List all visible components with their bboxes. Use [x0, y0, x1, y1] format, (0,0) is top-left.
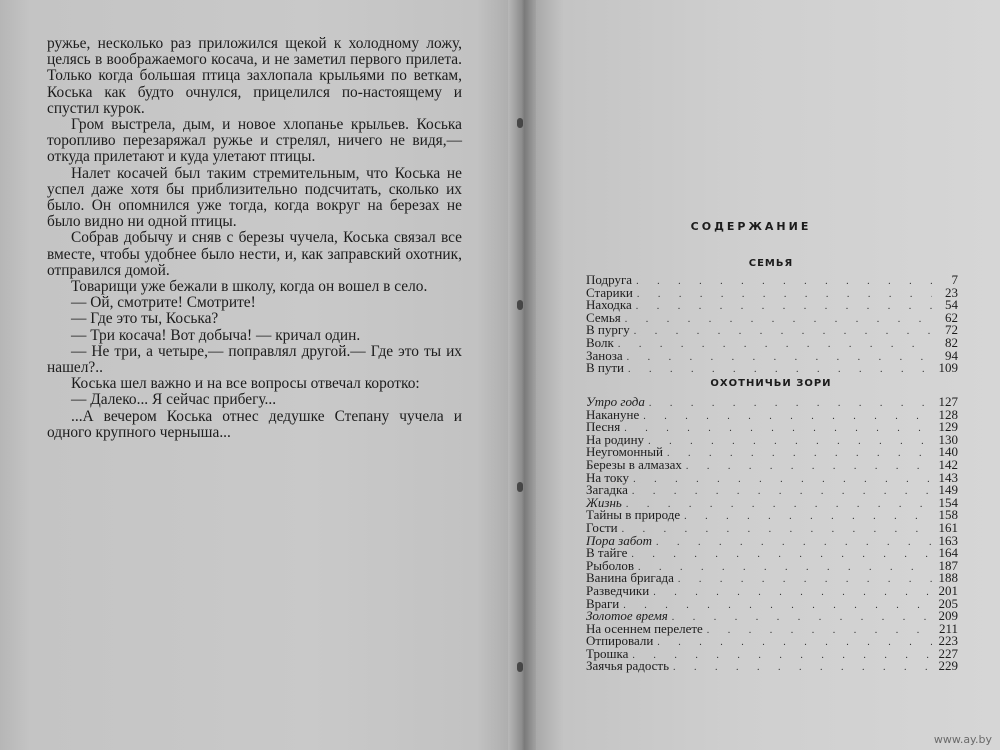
toc-entry-title: В тайге	[586, 545, 628, 561]
dot-leader	[686, 461, 932, 474]
toc-entry-page: 109	[938, 360, 958, 376]
toc-entry-page: 72	[945, 322, 958, 338]
toc-entry-page: 229	[938, 658, 958, 674]
dot-leader	[657, 637, 932, 650]
dot-leader	[707, 625, 932, 638]
dot-leader	[649, 398, 932, 411]
dot-leader	[624, 423, 932, 436]
toc-entry-title: На току	[586, 469, 630, 485]
toc-entry-page: 163	[938, 532, 958, 548]
dot-leader	[632, 486, 932, 499]
binding-stitch	[517, 662, 523, 672]
toc-entry-title: Березы в алмазах	[586, 456, 682, 472]
toc-entry-title: Заячья радость	[586, 658, 670, 674]
dot-leader	[667, 448, 932, 461]
dot-leader	[653, 587, 932, 600]
toc-section-hunting	[586, 396, 958, 673]
toc-entry-page: 188	[938, 570, 958, 586]
watermark: www.ay.by	[933, 733, 992, 746]
toc-entry-page: 7	[951, 272, 958, 287]
toc-entry-title: Ванина бригада	[586, 570, 674, 586]
toc-entry-page: 54	[945, 297, 958, 313]
binding-stitch	[517, 300, 523, 310]
toc-entry-page: 164	[938, 545, 958, 561]
toc-entry-title: Утро года	[586, 394, 645, 409]
toc-entry-title: Трошка	[586, 645, 629, 661]
dot-leader	[673, 662, 932, 675]
dot-leader	[633, 474, 932, 487]
toc-entry	[586, 334, 958, 350]
dot-leader	[638, 562, 932, 575]
toc-entry-page: 130	[938, 431, 958, 447]
dot-leader	[648, 436, 932, 449]
toc-entry-title: В пути	[586, 360, 625, 376]
toc-entry	[586, 660, 958, 673]
toc-entry	[586, 547, 958, 560]
paragraph: ...А вечером Коська отнес дедушке Степану чучела и одного крупного черныша...	[47, 407, 462, 441]
toc-entry-page: 201	[938, 582, 958, 598]
dot-leader	[618, 339, 932, 352]
toc-entry	[586, 274, 958, 287]
toc-entry-page: 223	[938, 633, 958, 649]
toc-section-title: СЕМЬЯ	[748, 258, 794, 269]
toc-entry-title: На осеннем перелете	[586, 620, 703, 636]
story-text	[47, 36, 462, 441]
toc-entry-page: 62	[945, 309, 958, 325]
toc-entry	[586, 309, 958, 325]
toc-entry-page: 187	[938, 557, 958, 573]
toc-entry-title: Разведчики	[586, 582, 650, 598]
toc-section-family	[586, 274, 958, 375]
paragraph: ружье, несколько раз приложился щекой к холодному ложу, целясь в воображаемого косача, и не заметил первого прилета. Только когда большая птица захлопала крыльями по веткам, Коська как будто очнулся, прицелился по-настоящему и спустил курок.	[47, 35, 462, 117]
toc-entry-title: Жизнь	[586, 494, 622, 510]
dot-leader	[625, 314, 932, 327]
toc-entry	[586, 635, 958, 648]
toc-entry	[586, 324, 958, 337]
toc-entry	[586, 469, 958, 485]
dot-leader	[622, 524, 932, 537]
toc-entry-page: 140	[938, 444, 958, 460]
toc-entry	[586, 406, 958, 422]
dot-leader	[628, 364, 932, 377]
toc-entry-page: 142	[938, 456, 958, 472]
paragraph: Налет косачей был таким стремительным, что Коська не успел даже хотя бы приблизительно подсчитать, сколько их было. Он опомнился уже тогда, когда вокруг на березах не было видно ни одной птицы.	[47, 164, 462, 231]
toc-entry-title: Подруга	[586, 272, 633, 287]
toc-entry-title: Гости	[586, 519, 618, 535]
toc-entry-title: Тайны в природе	[586, 507, 681, 523]
toc-entry-page: 129	[938, 419, 958, 435]
toc-entry	[586, 509, 958, 522]
toc-entry-title: Отпировали	[586, 633, 654, 649]
toc-entry-title: Песня	[586, 419, 621, 435]
toc-entry-page: 82	[945, 334, 958, 350]
paragraph: Коська шел важно и на все вопросы отвечал коротко:	[71, 375, 420, 393]
toc-entry-title: Волк	[586, 334, 614, 350]
toc-entry-page: 94	[945, 347, 958, 363]
dot-leader	[636, 301, 932, 314]
dot-leader	[636, 276, 932, 289]
toc-entry-title: Заноза	[586, 347, 623, 363]
toc-entry-page: 161	[938, 519, 958, 535]
dot-leader	[634, 326, 932, 339]
toc-entry-page: 23	[945, 284, 958, 300]
dot-leader	[684, 511, 932, 524]
toc-entry	[586, 582, 958, 598]
dot-leader	[678, 574, 932, 587]
paragraph: Собрав добычу и сняв с березы чучела, Коська связал все вместе, чтобы удобнее было нести, и, как заправский охотник, отправился домой.	[47, 229, 462, 279]
toc-entry	[586, 396, 958, 409]
dot-leader	[627, 352, 932, 365]
toc-entry-title: Старики	[586, 284, 633, 300]
dot-leader	[631, 549, 932, 562]
dot-leader	[656, 537, 932, 550]
toc-entry-page: 209	[938, 608, 958, 624]
toc-entry-page: 158	[938, 507, 958, 523]
paragraph: — Ой, смотрите! Смотрите!	[71, 294, 256, 312]
dot-leader	[643, 411, 932, 424]
toc-entry-title: Неугомонный	[586, 444, 663, 460]
toc-entry	[586, 532, 958, 548]
toc-entry-title: Накануне	[586, 406, 640, 422]
toc-entry-title: Враги	[586, 595, 620, 611]
toc-section-title: ОХОТНИЧЬИ ЗОРИ	[710, 378, 832, 389]
toc-entry-page: 154	[938, 494, 958, 510]
toc-entry	[586, 299, 958, 312]
binding-stitch	[517, 482, 523, 492]
paragraph: — Не три, а четыре,— поправлял другой.— Где это ты их нашел?..	[47, 342, 462, 377]
dot-leader	[672, 612, 932, 625]
toc-title: СОДЕРЖАНИЕ	[690, 220, 812, 233]
dot-leader	[632, 650, 932, 663]
toc-entry	[586, 484, 958, 497]
paragraph: — Где это ты, Коська?	[71, 310, 219, 328]
toc-entry-title: Находка	[586, 297, 632, 313]
toc-entry-title: Золотое время	[586, 608, 668, 624]
toc-entry-page: 149	[938, 482, 958, 498]
book-gutter	[508, 0, 538, 750]
toc-entry	[586, 362, 958, 375]
toc-entry	[586, 284, 958, 300]
toc-entry-page: 143	[938, 469, 958, 485]
paragraph: Товарищи уже бежали в школу, когда он вошел в село.	[71, 278, 428, 296]
toc-entry-page: 227	[938, 645, 958, 661]
toc-entry-title: В пургу	[586, 322, 630, 338]
paragraph: — Далеко... Я сейчас прибегу...	[71, 391, 277, 409]
toc-entry-page: 127	[938, 394, 958, 409]
paragraph: — Три косача! Вот добыча! — кричал один.	[71, 326, 361, 344]
dot-leader	[637, 289, 932, 302]
binding-stitch	[517, 118, 523, 128]
toc-entry-title: На родину	[586, 431, 645, 447]
toc-entry	[586, 456, 958, 472]
toc-entry-page: 211	[938, 620, 958, 636]
toc-entry-title: Загадка	[586, 482, 628, 498]
toc-entry	[586, 347, 958, 363]
toc-entry-title: Семья	[586, 309, 621, 325]
toc-entry-title: Пора забот	[586, 532, 652, 548]
toc-entry-title: Рыболов	[586, 557, 635, 573]
toc-entry-page: 128	[938, 406, 958, 422]
toc-entry-page: 205	[938, 595, 958, 611]
paragraph: Гром выстрела, дым, и новое хлопанье крыльев. Коська торопливо перезаряжал ружье и стрелял, ничего не видя,— откуда прилетают и куда улетают птицы.	[47, 116, 462, 166]
